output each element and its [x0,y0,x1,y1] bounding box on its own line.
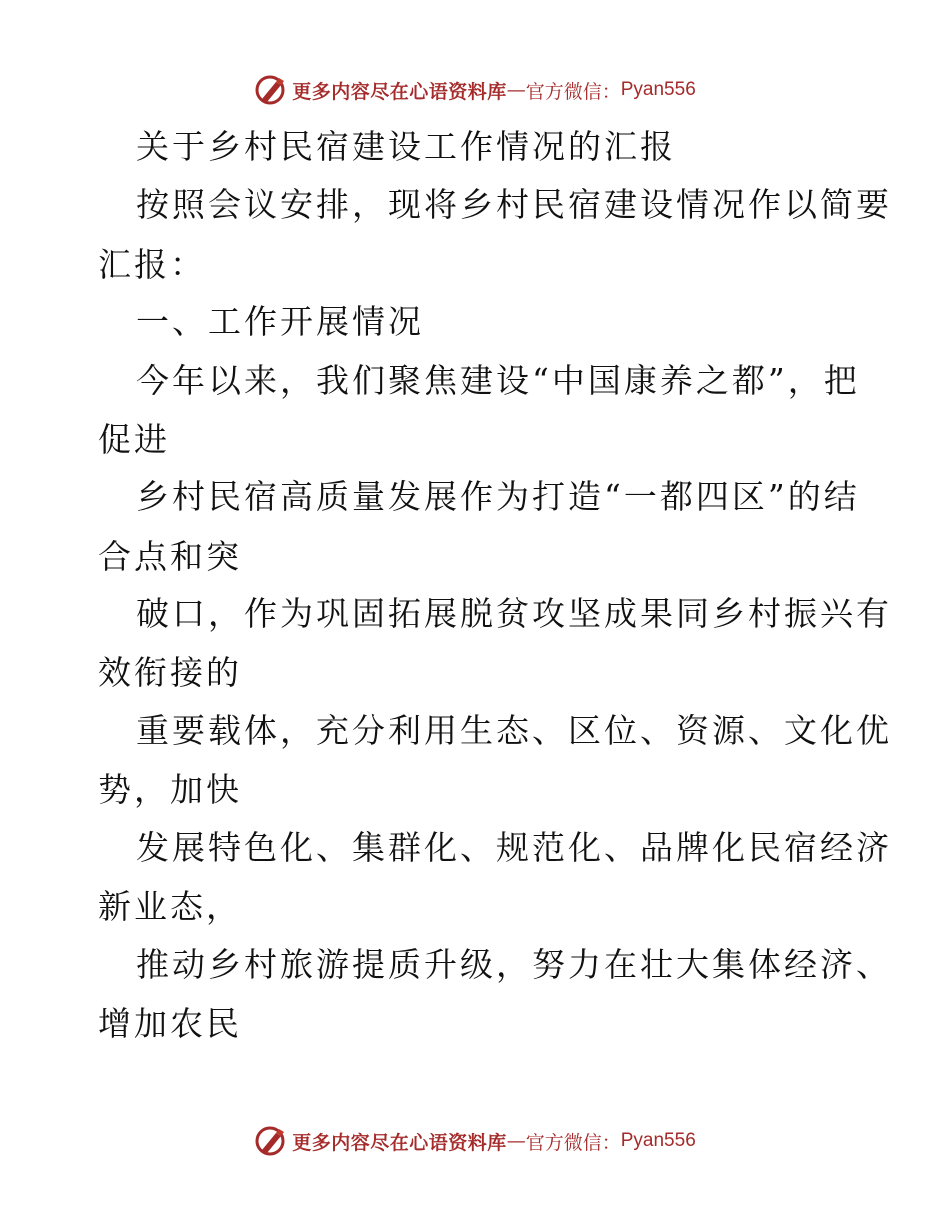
pen-logo-icon [254,1124,288,1158]
banner-wechat-id: Pyan556 [620,1130,696,1151]
paragraph-line: 促进 [98,420,170,459]
banner-wechat-label: 官方微信： [525,80,621,103]
pen-logo-icon [254,73,288,107]
paragraph-line: 增加农民 [98,1004,242,1043]
banner-slogan: 更多内容尽在心语资料库 [292,80,507,103]
banner-wechat-id: Pyan556 [620,79,696,100]
paragraph-line: 乡村民宿高质量发展作为打造“一都四区”的结 [136,477,860,516]
paragraph-line: 合点和突 [98,537,242,576]
paragraph-line: 发展特色化、集群化、规范化、品牌化民宿经济 [136,828,892,867]
section-heading: 一、工作开展情况 [136,302,424,341]
paragraph-line: 汇报： [98,245,206,284]
paragraph-line: 新业态， [98,887,242,926]
document-title: 关于乡村民宿建设工作情况的汇报 [136,127,676,166]
paragraph-line: 破口，作为巩固拓展脱贫攻坚成果同乡村振兴有 [136,594,892,633]
banner-slogan: 更多内容尽在心语资料库 [292,1131,507,1154]
paragraph-line: 势，加快 [98,770,242,809]
paragraph-line: 推动乡村旅游提质升级，努力在壮大集体经济、 [136,945,892,984]
paragraph-line: 效衔接的 [98,653,242,692]
banner-wechat-label: 官方微信： [525,1131,621,1154]
paragraph-line: 今年以来，我们聚焦建设“中国康养之都”，把 [136,361,860,400]
header-banner [0,70,950,110]
banner-separator: — [506,1130,526,1152]
footer-banner [0,1121,950,1161]
paragraph-line: 重要载体，充分利用生态、区位、资源、文化优 [136,711,892,750]
banner-separator: — [506,79,526,101]
paragraph-line: 按照会议安排，现将乡村民宿建设情况作以简要 [136,185,892,224]
